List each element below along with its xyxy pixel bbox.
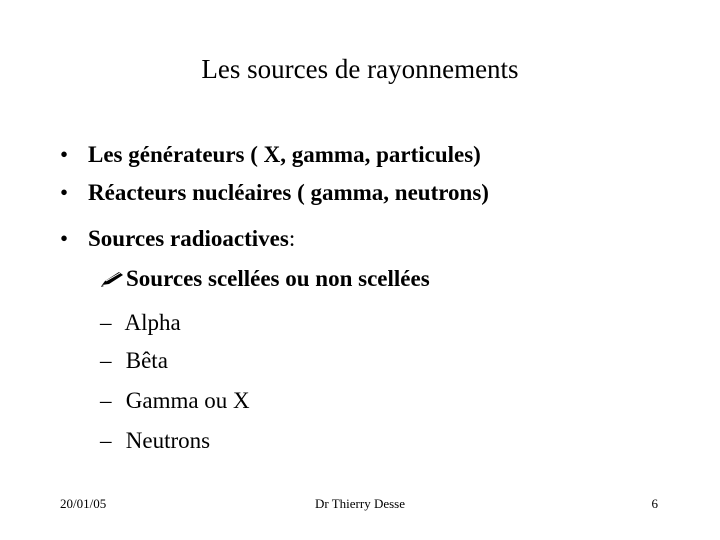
sub-item-text: Neutrons xyxy=(125,428,211,453)
bullet-marker: • xyxy=(60,226,69,251)
footer-author: Dr Thierry Desse xyxy=(314,496,405,511)
sub-heading-text: Sources scellées ou non scellées xyxy=(126,266,430,291)
dash-marker: – xyxy=(100,428,112,453)
sub-item-text: Bêta xyxy=(125,348,168,373)
sub-item xyxy=(100,346,168,376)
dash-marker: – xyxy=(100,348,112,373)
sub-item xyxy=(100,386,250,416)
dash-marker: – xyxy=(100,388,112,413)
pen-icon xyxy=(100,266,126,284)
bullet-text: Sources radioactives xyxy=(88,226,289,251)
bullet-text: Réacteurs nucléaires ( gamma, neutrons) xyxy=(88,180,489,205)
bullet-colon: : xyxy=(288,226,296,251)
bullet-marker: • xyxy=(60,180,69,205)
bullet-item xyxy=(60,140,481,170)
sub-item-text: Alpha xyxy=(124,310,181,335)
footer-date: 20/01/05 xyxy=(60,496,107,511)
sub-item xyxy=(100,308,181,338)
slide-title: Les sources de rayonnements xyxy=(201,54,519,84)
bullet-item xyxy=(60,224,295,254)
bullet-text: Les générateurs ( X, gamma, particules) xyxy=(88,142,481,167)
bullet-marker: • xyxy=(60,142,69,167)
sub-item-text: Gamma ou X xyxy=(125,388,250,413)
footer-page-number: 6 xyxy=(651,496,658,511)
sub-heading xyxy=(100,264,430,294)
dash-marker: – xyxy=(100,310,112,335)
sub-item xyxy=(100,426,210,456)
bullet-item xyxy=(60,178,489,208)
